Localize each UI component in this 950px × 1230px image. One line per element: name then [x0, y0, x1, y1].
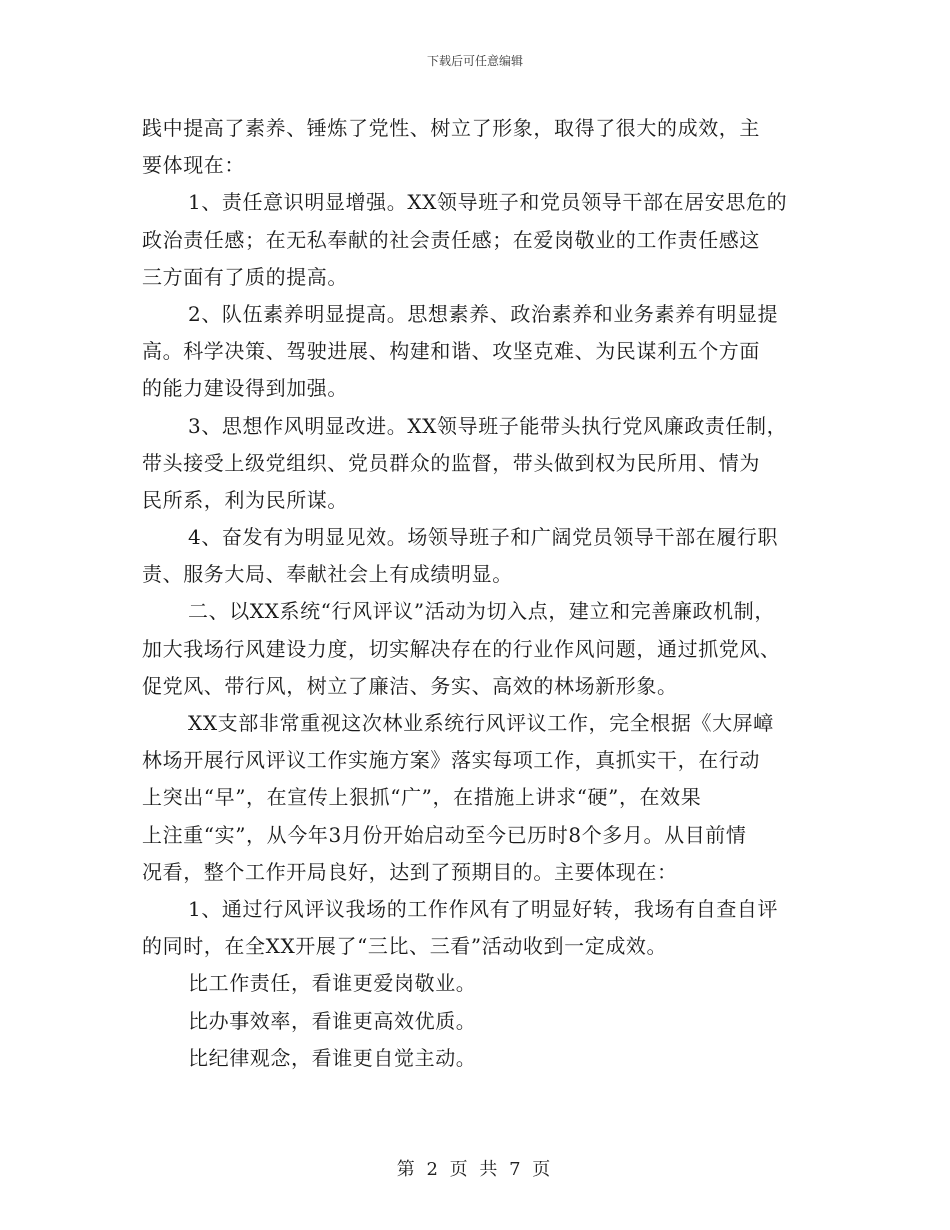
text-line: 比工作责任，看谁更爱岗敬业。: [188, 971, 477, 996]
text-line: 的同时，在全XX开展了“三比、三看”活动收到一定成效。: [142, 934, 668, 959]
text-line: 上突出“早”，在宣传上狠抓“广”，在措施上讲求“硬”，在效果: [142, 785, 702, 810]
text-line: 三方面有了质的提高。: [142, 264, 348, 289]
text-line: 民所系，利为民所谋。: [142, 487, 348, 512]
text-line: 政治责任感；在无私奉献的社会责任感；在爱岗敬业的工作责任感这: [142, 227, 760, 252]
text-line: XX支部非常重视这次林业系统行风评议工作，完全根据《大屏嶂: [188, 711, 774, 735]
text-line: 要体现在：: [142, 153, 245, 178]
document-body: [142, 110, 810, 1077]
text-line: 的能力建设得到加强。: [142, 376, 348, 401]
text-line: 二、以XX系统“行风评议”活动为切入点，建立和完善廉政机制，: [188, 599, 775, 624]
text-line: 4、奋发有为明显见效。场领导班子和广阔党员领导干部在履行职: [188, 525, 779, 550]
text-line: 责、服务大局、奉献社会上有成绩明显。: [142, 562, 513, 587]
text-line: 带头接受上级党组织、党员群众的监督，带头做到权为民所用、情为: [142, 450, 760, 475]
text-line: 1、通过行风评议我场的工作作风有了明显好转，我场有自查自评: [188, 896, 779, 921]
text-line: 高。科学决策、驾驶进展、构建和谐、攻坚克难、为民谋利五个方面: [142, 339, 760, 364]
text-line: 1、责任意识明显增强。XX领导班子和党员领导干部在居安思危的: [188, 190, 788, 215]
text-line: 林场开展行风评议工作实施方案》落实每项工作，真抓实干，在行动: [142, 748, 760, 773]
text-line: 比纪律观念，看谁更自觉主动。: [188, 1045, 477, 1070]
text-line: 比办事效率，看谁更高效优质。: [188, 1008, 477, 1033]
text-line: 3、思想作风明显改进。XX领导班子能带头执行党风廉政责任制，: [188, 413, 788, 438]
text-line: 2、队伍素养明显提高。思想素养、政治素养和业务素养有明显提: [188, 301, 779, 326]
text-line: 上注重“实”，从今年3月份开始启动至今已历时8个多月。从目前情: [142, 822, 747, 847]
text-line: 况看，整个工作开局良好，达到了预期目的。主要体现在：: [142, 859, 678, 884]
page-header: 下载后可任意编辑: [426, 54, 523, 68]
text-line: 践中提高了素养、锤炼了党性、树立了形象，取得了很大的成效，主: [142, 116, 760, 140]
page-number-footer: 第 2 页 共 7 页: [396, 1159, 554, 1180]
text-line: 加大我场行风建设力度，切实解决存在的行业作风问题，通过抓党风、: [142, 636, 781, 661]
text-line: 促党风、带行风，树立了廉洁、务实、高效的林场新形象。: [142, 673, 678, 698]
